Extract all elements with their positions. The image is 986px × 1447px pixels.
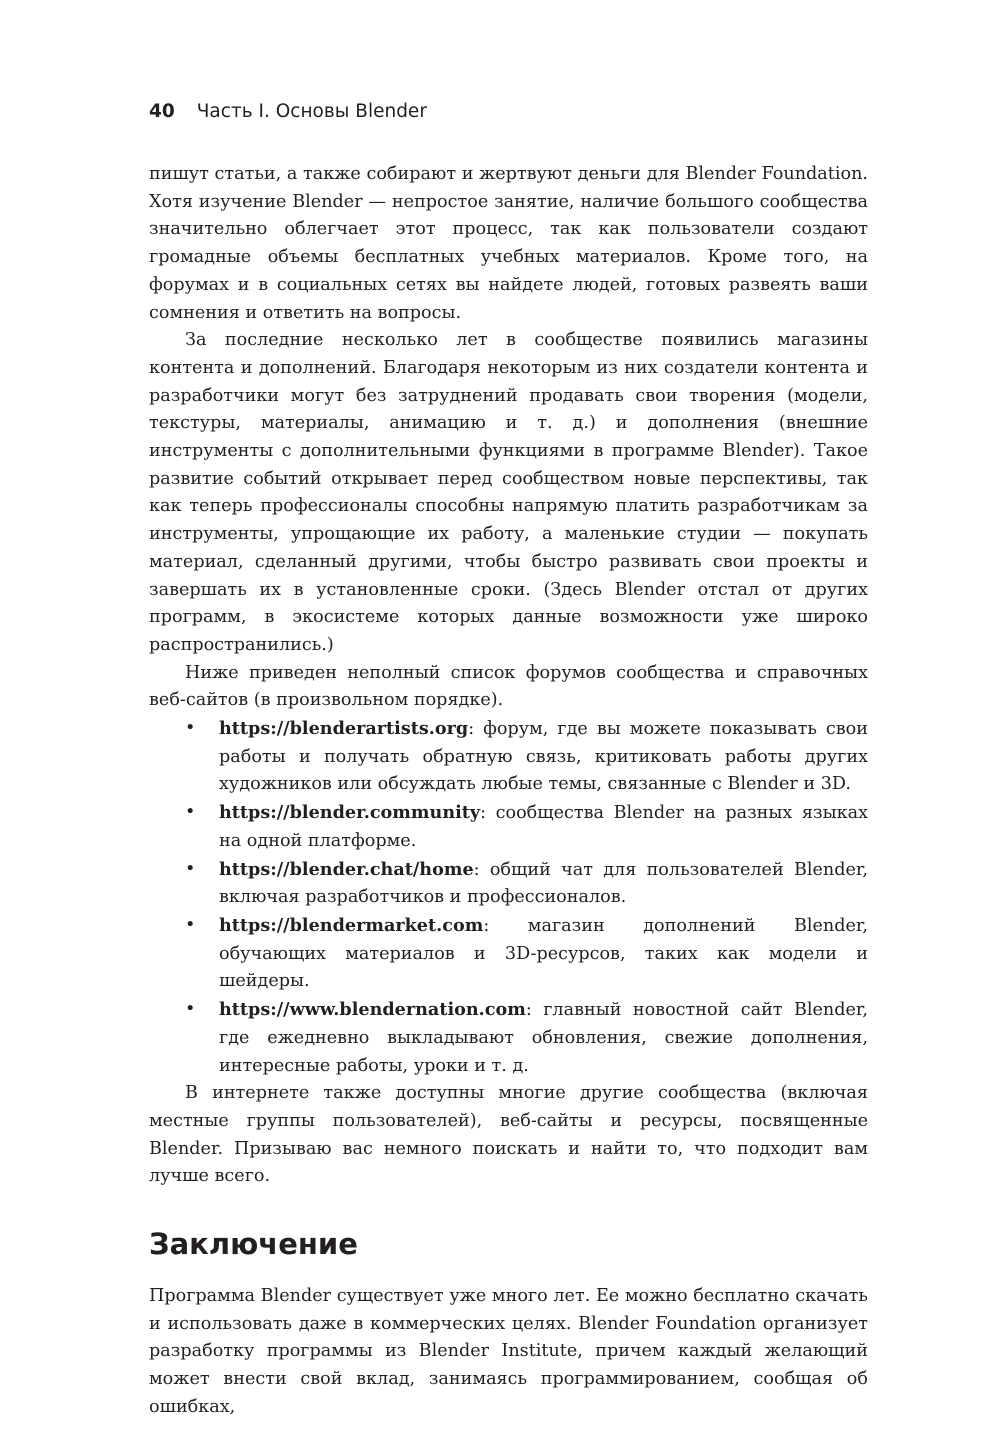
- list-item: [185, 912, 868, 996]
- list-item-text: : магазин дополнений Blender, обучающих материалов и 3D-ресурсов, таких как модели и шейдеры.: [219, 915, 868, 992]
- list-item-text: : сообщества Blender на разных языках на одной платформе.: [219, 803, 868, 851]
- list-item-text: : главный новостной сайт Blender, где ежедневно выкладывают обновления, свежие дополнения, интересные работы, уроки и т. д.: [219, 1000, 868, 1076]
- running-header: [149, 99, 427, 125]
- paragraph: пишут статьи, а также собирают и жертвуют деньги для Blender Foundation. Хотя изучение Blender — непростое занятие, наличие большого сообщества значительно облегчает этот процесс, так как пользователи создают громадные объемы бесплатных учебных материалов. Кроме того, на форумах и в социальных сетях вы найдете людей, готовых развеять ваши сомнения и ответить на вопросы.: [149, 164, 868, 323]
- list-item-text: : общий чат для пользователей Blender, включая разработчиков и профессионалов.: [219, 859, 868, 908]
- chapter-title: Часть I. Основы Blender: [196, 101, 427, 122]
- paragraph: За последние несколько лет в сообществе появились магазины контента и дополнений. Благодаря некоторым из них создатели контента и разработчики могут без затруднений продавать свои творения (модели, текстуры, материалы, анимацию и т. д.) и дополнения (внешние инструменты с дополнительными функциями в программе Blender). Такое развитие событий открывает перед сообществом новые перспективы, так как теперь профессионалы способны напрямую платить разработчикам за инструменты, упрощающие их работу, а маленькие студии — покупать материал, сделанный другими, чтобы быстро развивать свои проекты и завершать их в установленные сроки. (Здесь Blender отстал от других программ, в экосистеме которых данные возможности уже широко распространились.): [149, 330, 868, 655]
- bullet: •: [185, 914, 196, 935]
- paragraph: Программа Blender существует уже много лет. Ее можно бесплатно скачать и использовать даже в коммерческих целях. Blender Foundation организует разработку программы из Blender Institute, причем каждый желающий может внести свой вклад, занимаясь программированием, сообщая об ошибках,: [149, 1286, 868, 1417]
- list-item: [185, 996, 868, 1080]
- link-url[interactable]: https://www.blendernation.com: [219, 999, 526, 1021]
- list-item-text: : форум, где вы можете показывать свои работы и получать обратную связь, критиковать работы других художников или обсуждать любые темы, связанные с Blender и 3D.: [219, 719, 868, 795]
- link-url[interactable]: https://blender.community: [219, 802, 481, 824]
- main-text: [149, 161, 868, 1422]
- list-item: [185, 799, 868, 855]
- link-url[interactable]: https://blender.chat/home: [219, 858, 474, 880]
- community-links-list: [149, 715, 868, 1080]
- bullet: •: [185, 858, 196, 879]
- bullet: •: [185, 718, 196, 739]
- link-url[interactable]: https://blenderartists.org: [219, 718, 469, 740]
- list-item: [185, 856, 868, 912]
- page-number: 40: [149, 101, 175, 122]
- paragraph: В интернете также доступны многие другие сообщества (включая местные группы пользователей), веб-сайты и ресурсы, посвященные Blender. Призываю вас немного поискать и найти то, что подходит вам лучше всего.: [149, 1083, 868, 1187]
- list-item: [185, 715, 868, 799]
- link-url[interactable]: https://blendermarket.com: [219, 914, 484, 936]
- bullet: •: [185, 802, 196, 823]
- section-heading: Заключение: [149, 1227, 358, 1262]
- paragraph: Ниже приведен неполный список форумов сообщества и справочных веб-сайтов (в произвольном порядке).: [149, 662, 868, 711]
- bullet: •: [185, 999, 196, 1020]
